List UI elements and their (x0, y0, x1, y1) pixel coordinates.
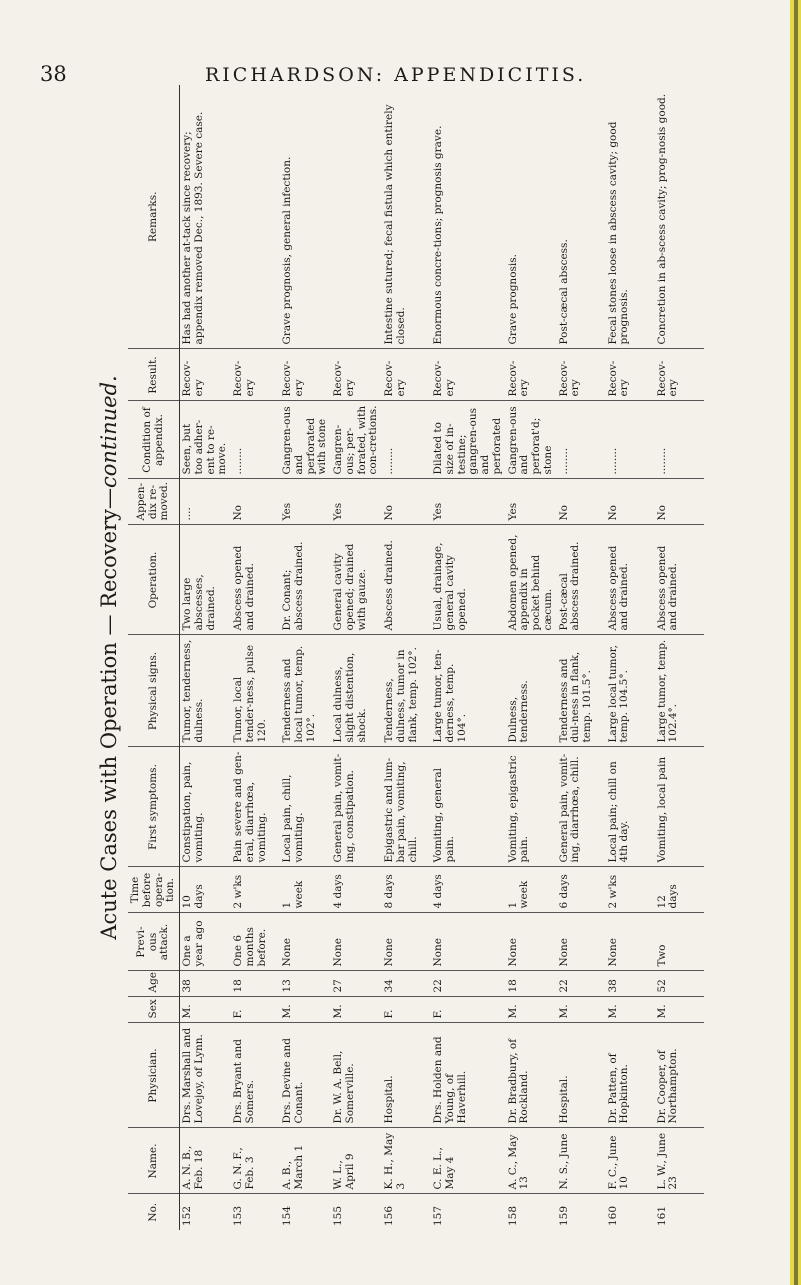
table-cell: M. (506, 997, 557, 1023)
table-cell: Yes (331, 479, 382, 525)
table-row (655, 85, 704, 1230)
column-header: Sex (128, 997, 180, 1023)
column-header: Remarks. (128, 85, 180, 349)
table-cell: Dulness, tenderness. (506, 635, 557, 747)
table-cell: Abscess opened and drained. (606, 525, 655, 635)
table-cell: Grave prognosis, general infection. (281, 156, 293, 345)
table-cell: Epigastric and lum-bar pain, vomiting, chill. (382, 747, 431, 867)
table-cell: Constipation, pain, vomiting. (180, 747, 232, 867)
table-cell: 156 (382, 1194, 431, 1230)
running-head: RICHARDSON: APPENDICITIS. (205, 64, 587, 86)
table-cell: 18 (231, 971, 280, 997)
page-edge-shadow (794, 0, 798, 1285)
table-cell: M. (655, 997, 704, 1023)
table-cell: Yes (280, 479, 331, 525)
table-cell: M. (557, 997, 606, 1023)
table-cell: Dr. Patten, of Hopkinton. (606, 1023, 655, 1128)
table-cell: Dr. W. A. Bell, Somerville. (331, 1023, 382, 1128)
table-cell: One 6 months before. (231, 913, 280, 971)
table-cell: 161 (655, 1194, 704, 1230)
table-cell: None (431, 913, 506, 971)
table-cell: F. C., June 10 (606, 1128, 655, 1194)
table-cell: 13 (280, 971, 331, 997)
table-cell: F. (431, 997, 506, 1023)
table-cell: K. H., May 3 (382, 1128, 431, 1194)
table-cell: F. (382, 997, 431, 1023)
table-cell: M. (180, 997, 232, 1023)
table-cell: 1 week (280, 867, 331, 913)
table-cell: N. S., June (557, 1128, 606, 1194)
column-header: Previ-ous attack. (128, 913, 180, 971)
column-header: Name. (128, 1128, 180, 1194)
table-cell: Dr. Bradbury, of Rockland. (506, 1023, 557, 1128)
table-cell: 153 (231, 1194, 280, 1230)
table-cell: Gangren-ous; per-forated, with con-cretions. (331, 401, 382, 479)
table-cell: A. N. B., Feb. 18 (180, 1128, 232, 1194)
table-cell: 1 week (506, 867, 557, 913)
table-cell: 22 (431, 971, 506, 997)
table-cell (331, 85, 382, 349)
table-cell: 2 w'ks (606, 867, 655, 913)
table-cell: None (506, 913, 557, 971)
table-cell: 34 (382, 971, 431, 997)
table-cell: G. N. F., Feb. 3 (231, 1128, 280, 1194)
table-row (557, 85, 606, 1230)
table-cell: No (606, 479, 655, 525)
table-cell: 10 days (180, 867, 232, 913)
table-cell: 38 (180, 971, 232, 997)
table-cell: No (382, 479, 431, 525)
table-cell: No (655, 479, 704, 525)
table-cell: Recov-ery (557, 349, 606, 401)
table-cell: Enormous concre-tions; prognosis grave. (432, 125, 444, 345)
table-cell: Intestine sutured; fecal fistula which entirely closed. (383, 104, 407, 345)
table-caption-main: Acute Cases with Operation — Recovery (97, 508, 121, 940)
table-cell: Abdomen opened, appendix in pocket behind cæcum. (506, 525, 557, 635)
table-cell: 27 (331, 971, 382, 997)
table-cell: General pain, vomit-ing, constipation. (331, 747, 382, 867)
table-cell: Recov-ery (655, 349, 704, 401)
table-cell: Abscess opened and drained. (231, 525, 280, 635)
table-cell: Post-cæcal abscess drained. (557, 525, 606, 635)
table-cell: Local pain, chill, vomiting. (280, 747, 331, 867)
table-cell: None (557, 913, 606, 971)
column-header: Age (128, 971, 180, 997)
table-row (280, 85, 331, 1230)
table-cell: Dilated to size of in-testine; gangren-ous and perforated (431, 401, 506, 479)
table-cell: M. (331, 997, 382, 1023)
table-cell: Large tumor, ten-derness, temp. 104°. (431, 635, 506, 747)
table-cell: 6 days (557, 867, 606, 913)
column-header: Physician. (128, 1023, 180, 1128)
table-cell: Dr. Conant; abscess drained. (280, 525, 331, 635)
table-body (180, 85, 704, 1230)
table-cell: Local pain; chill on 4th day. (606, 747, 655, 867)
table-cell: Drs. Marshall and Lovejoy, of Lynn. (180, 1023, 232, 1128)
table-cell: Fecal stones loose in abscess cavity; good prognosis. (606, 121, 631, 345)
table-cell: Dr. Cooper, of Northampton. (655, 1023, 704, 1128)
table-cell: ........ (382, 401, 431, 479)
column-header: Physical signs. (128, 635, 180, 747)
table-cell: Drs. Devine and Conant. (280, 1023, 331, 1128)
table-cell: 157 (431, 1194, 506, 1230)
table-cell: A. C., May 13 (506, 1128, 557, 1194)
table-row (180, 85, 232, 1230)
table-cell: 22 (557, 971, 606, 997)
table-cell: Pain severe and gen-eral, diarrhœa, vomiting. (231, 747, 280, 867)
table-cell: Yes (431, 479, 506, 525)
table-cell: Hospital. (557, 1023, 606, 1128)
table-cell: ........ (606, 401, 655, 479)
table-cell: M. (606, 997, 655, 1023)
table-caption-suffix: —continued. (97, 375, 121, 509)
table-row (506, 85, 557, 1230)
table-cell: Abscess drained. (382, 525, 431, 635)
table-cell: 4 days (431, 867, 506, 913)
table-cell: Recov-ery (280, 349, 331, 401)
table-cell: One a year ago (180, 913, 232, 971)
table-cell: Recov-ery (231, 349, 280, 401)
table-cell: Local dulness, slight distention, shock. (331, 635, 382, 747)
table-cell: None (382, 913, 431, 971)
table-cell: Recov-ery (382, 349, 431, 401)
table-cell: Concretion in ab-scess cavity; prog-nosis good. (655, 93, 668, 345)
page-number: 38 (40, 62, 67, 86)
table-cell: None (331, 913, 382, 971)
table-cell: Gangren-ous and perforated with stone (280, 401, 331, 479)
table-cell: General cavity opened; drained with gauze. (331, 525, 382, 635)
table-cell: Recov-ery (606, 349, 655, 401)
table-cell: 38 (606, 971, 655, 997)
table-cell: W. L., April 9 (331, 1128, 382, 1194)
column-header: Operation. (128, 525, 180, 635)
table-cell: ........ (655, 401, 704, 479)
table-cell: 2 w'ks (231, 867, 280, 913)
table-row (231, 85, 280, 1230)
table-header-row (128, 85, 180, 1230)
table-row (431, 85, 506, 1230)
table-cell: Vomiting, epigastric pain. (506, 747, 557, 867)
table-cell: Tumor, local tender-ness, pulse 120. (231, 635, 280, 747)
table-cell: ........ (557, 401, 606, 479)
table-cell: Large local tumor, temp. 104.5°. (606, 635, 655, 747)
column-header: Appen-dix re-moved. (128, 479, 180, 525)
column-header: Time before opera-tion. (128, 867, 180, 913)
table-row (606, 85, 655, 1230)
table-row (382, 85, 431, 1230)
table-cell: Recov-ery (431, 349, 506, 401)
table-cell: Abscess opened and drained. (655, 525, 704, 635)
table-cell: 160 (606, 1194, 655, 1230)
table-cell: Vomiting, general pain. (431, 747, 506, 867)
table-cell: .... (180, 479, 232, 525)
column-header: Condition of appendix. (128, 401, 180, 479)
table-cell: None (280, 913, 331, 971)
table-cell: Yes (506, 479, 557, 525)
case-table (128, 85, 704, 1230)
table-cell: L. W., June 23 (655, 1128, 704, 1194)
table-cell: 154 (280, 1194, 331, 1230)
table-cell: Recov-ery (506, 349, 557, 401)
column-header: First symptoms. (128, 747, 180, 867)
table-cell: Tenderness and local tumor, temp. 102°. (280, 635, 331, 747)
table-cell: Seen, but too adher-ent to re-move. (180, 401, 232, 479)
table-cell: Drs. Bryant and Somers. (231, 1023, 280, 1128)
table-cell: Two large abscesses, drained. (180, 525, 232, 635)
rotated-table-block (90, 85, 710, 1230)
table-cell: Gangren-ous and perforat'd; stone (506, 401, 557, 479)
table-cell: Tumor, tenderness, dulness. (180, 635, 232, 747)
table-cell: Large tumor, temp. 102.4°. (655, 635, 704, 747)
table-cell: Tenderness and dul-ness in flank, temp. 101.5°. (557, 635, 606, 747)
table-cell: No (231, 479, 280, 525)
table-cell: F. (231, 997, 280, 1023)
table-cell: 18 (506, 971, 557, 997)
table-cell: Hospital. (382, 1023, 431, 1128)
table-cell: M. (280, 997, 331, 1023)
table-cell: 8 days (382, 867, 431, 913)
table-cell: Recov-ery (180, 349, 232, 401)
table-cell: 158 (506, 1194, 557, 1230)
table-cell: 12 days (655, 867, 704, 913)
column-header: No. (128, 1194, 180, 1230)
table-cell: A. B., March 1 (280, 1128, 331, 1194)
table-cell: No (557, 479, 606, 525)
table-cell: Vomiting, local pain (655, 747, 704, 867)
table-cell: 152 (180, 1194, 232, 1230)
table-cell: None (606, 913, 655, 971)
table-cell: 52 (655, 971, 704, 997)
table-cell: Post-cæcal abscess. (557, 239, 570, 345)
table-cell: Has had another at-tack since recovery; appendix removed Dec., 1893. Severe case. (181, 111, 205, 345)
table-cell: Drs. Holden and Young, of Haverhill. (431, 1023, 506, 1128)
table-cell (231, 85, 280, 349)
table-cell: C. E. L., May 4 (431, 1128, 506, 1194)
table-cell: Tenderness, dulness, tumor in flank, temp. 102°. (382, 635, 431, 747)
table-row (331, 85, 382, 1230)
table-cell: 159 (557, 1194, 606, 1230)
column-header: Result. (128, 349, 180, 401)
table-cell: General pain, vomit-ing, diarrhœa, chill. (557, 747, 606, 867)
table-cell: Grave prognosis. (506, 254, 519, 345)
table-cell: 155 (331, 1194, 382, 1230)
table-cell: Recov-ery (331, 349, 382, 401)
table-cell: Usual, drainage, general cavity opened. (431, 525, 506, 635)
table-cell: 4 days (331, 867, 382, 913)
table-cell: ........ (231, 401, 280, 479)
table-caption (90, 85, 128, 1230)
table-cell: Two (655, 913, 704, 971)
